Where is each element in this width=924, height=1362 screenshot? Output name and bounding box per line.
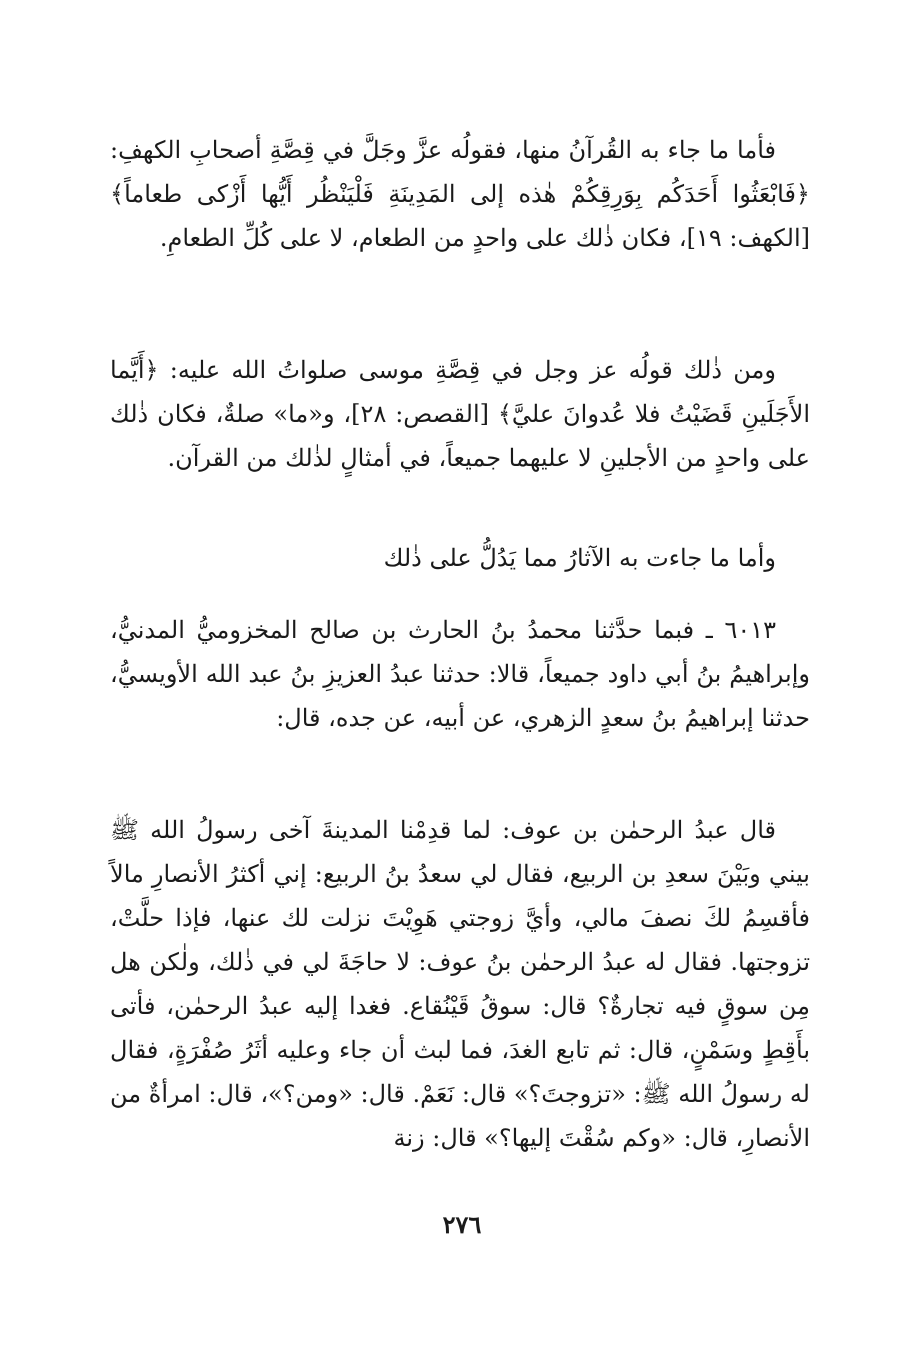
paragraph-hadith-isnad [110, 608, 810, 740]
paragraph-hadith-matn [110, 808, 810, 1160]
page-number: ٢٧٦ [442, 1210, 482, 1239]
paragraph-text: قال عبدُ الرحمٰن بن عوف: لما قدِمْنا المدينةَ آخى رسولُ الله ﷺ بيني وبَيْنَ سعدِ بن الربيع، فقال لي سعدُ بنُ الربيع: إني أكثرُ الأنصارِ مالاً فأقسِمُ لكَ نصفَ مالي، وأيَّ زوجتي هَوِيْتَ نزلت لك عنها، فإذا حلَّتْ، تزوجتها. فقال له عبدُ الرحمٰن بنُ عوف: لا حاجَةَ لي في ذٰلك، ولٰكن هل مِن سوقٍ فيه تجارةٌ؟ قال: سوقُ قَيْنُقاع. فغدا إليه عبدُ الرحمٰن، فأتى بأَقِطٍ وسَمْنٍ، قال: ثم تابع الغدَ، فما لبث أن جاء وعليه أثَرُ صُفْرَةٍ، فقال له رسولُ الله ﷺ: «تزوجتَ؟» قال: نَعَمْ. قال: «ومن؟»، قال: امرأةٌ من الأنصارِ، قال: «وكم سُقْتَ إليها؟» قال: زنة [109, 816, 810, 1152]
paragraph-musa-story [110, 348, 810, 480]
paragraph-quran-evidence [110, 128, 810, 260]
paragraph-text: ٦٠١٣ ـ فبما حدَّثنا محمدُ بنُ الحارث بن صالح المخزوميُّ المدنيُّ، وإبراهيمُ بنُ أبي داود جميعاً، قالا: حدثنا عبدُ العزيزِ بنُ عبد الله الأويسيُّ، حدثنا إبراهيمُ بنُ سعدٍ الزهري، عن أبيه، عن جده، قال: [110, 616, 810, 732]
section-heading: وأما ما جاءت به الآثارُ مما يَدُلُّ على ذٰلك [383, 544, 776, 572]
section-heading-athar [110, 536, 810, 580]
paragraph-text: فأما ما جاء به القُرآنُ منها، فقولُه عزَّ وجَلَّ في قِصَّةِ أصحابِ الكهفِ: ﴿فَابْعَثُوا أَحَدَكُم بِوَرِقِكُمْ هٰذه إلى المَدِينَةِ فَلْيَنْظُر أَيُّها أَزْكى طعاماً﴾ [الكهف: ١٩]، فكان ذٰلك على واحدٍ من الطعام، لا على كُلِّ الطعامِ. [110, 136, 810, 252]
paragraph-text: ومن ذٰلك قولُه عز وجل في قِصَّةِ موسى صلواتُ الله عليه: ﴿أَيَّما الأَجَلَينِ قَضَيْتُ فلا عُدوانَ عليَّ﴾ [القصص: ٢٨]، و«ما» صلةٌ، فكان ذٰلك على واحدٍ من الأجلينِ لا عليهما جميعاً، في أمثالٍ لذٰلك من القرآن. [110, 356, 810, 472]
